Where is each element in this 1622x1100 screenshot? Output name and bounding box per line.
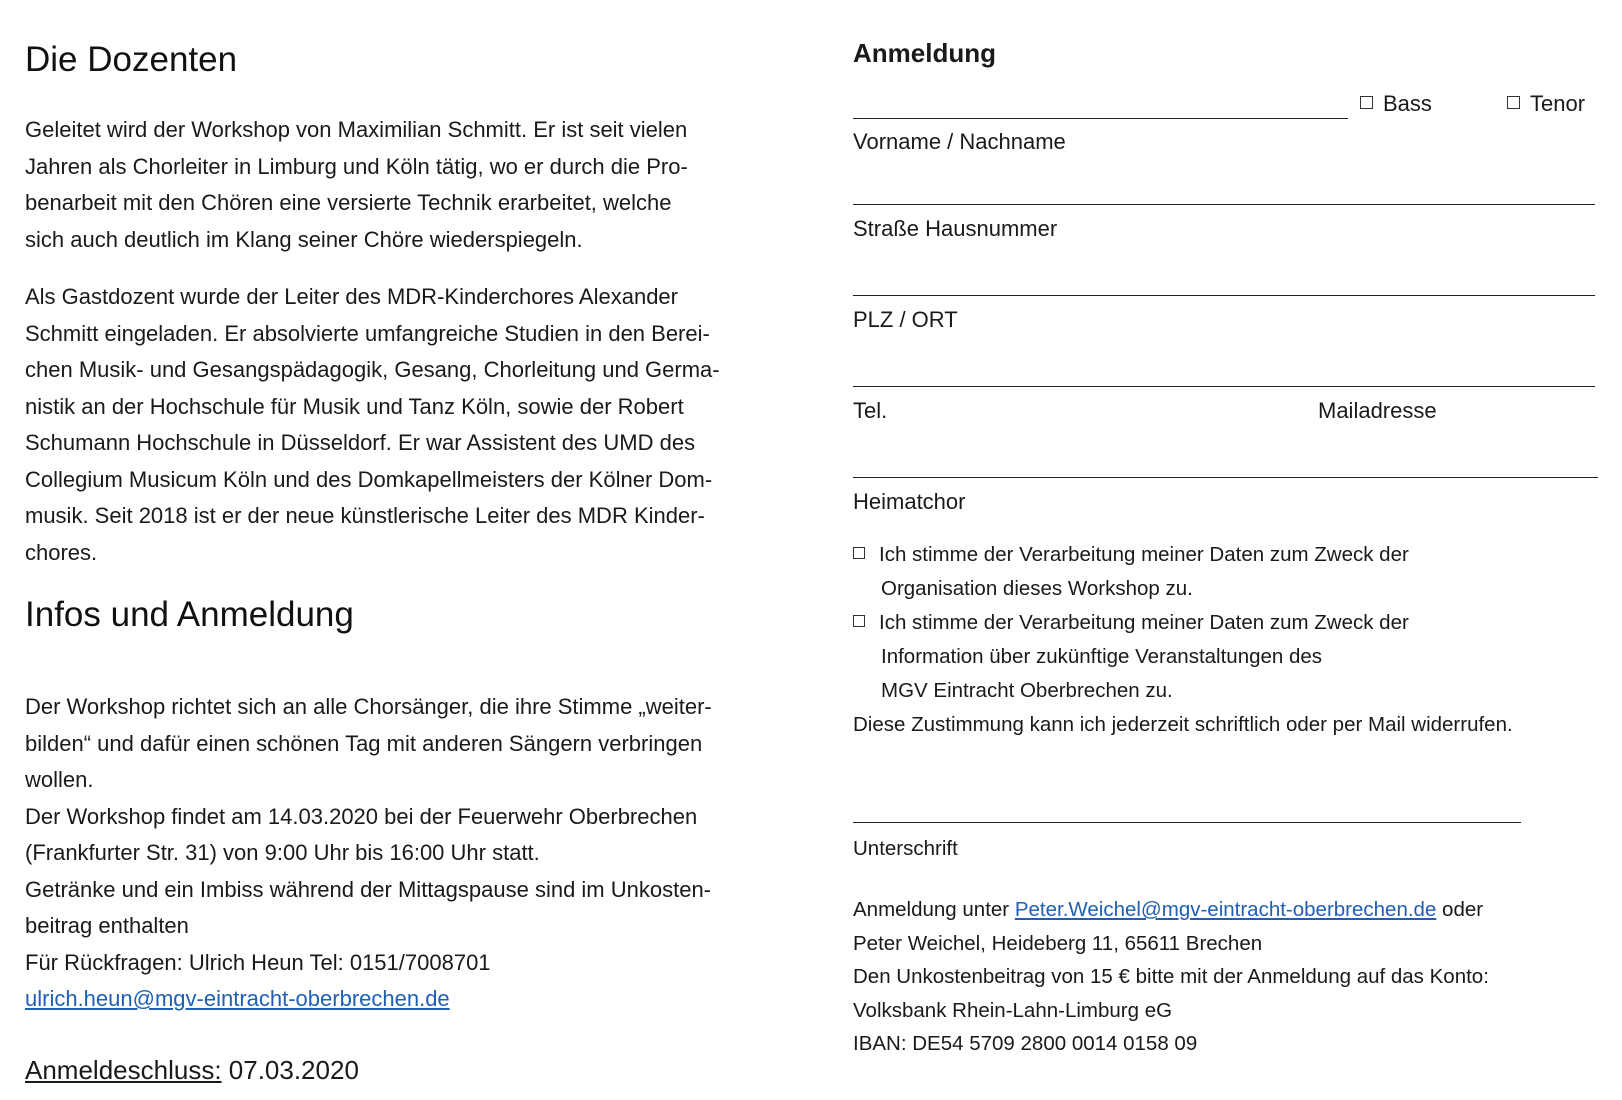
text-line: beitrag enthalten [25, 913, 189, 938]
heading-infos: Infos und Anmeldung [25, 595, 354, 634]
left-column [25, 38, 765, 1088]
checkbox-icon[interactable] [853, 615, 865, 627]
voice-bass-option[interactable] [1360, 90, 1432, 118]
city-label: PLZ / ORT [853, 307, 958, 332]
checkbox-icon[interactable] [1360, 96, 1373, 109]
text-line: chen Musik- und Gesangspädagogik, Gesang, Chorleitung und Germa- [25, 357, 720, 382]
contact-email-link[interactable]: ulrich.heun@mgv-eintracht-oberbrechen.de [25, 986, 450, 1011]
voice-tenor-label: Tenor [1530, 91, 1586, 116]
mail-label: Mailadresse [1318, 398, 1437, 423]
consent-2-text: MGV Eintracht Oberbrechen zu. [881, 679, 1173, 702]
dozent-paragraph-1 [25, 112, 765, 258]
text-line: Der Workshop richtet sich an alle Chorsänger, die ihre Stimme „weiter- [25, 694, 712, 719]
name-field[interactable] [853, 88, 1348, 119]
text-line: Getränke und ein Imbiss während der Mittagspause sind im Unkosten- [25, 876, 712, 902]
checkbox-icon[interactable] [853, 547, 865, 559]
revoke-note: Diese Zustimmung kann ich jederzeit schriftlich oder per Mail widerrufen. [853, 713, 1513, 736]
footer-fee: Den Unkostenbeitrag von 15 € bitte mit der Anmeldung auf das Konto: [853, 965, 1489, 988]
name-label: Vorname / Nachname [853, 129, 1066, 154]
text-line: Schmitt eingeladen. Er absolvierte umfangreiche Studien in den Berei- [25, 320, 710, 346]
deadline [25, 1052, 765, 1088]
consent-1 [853, 538, 1598, 606]
choir-field[interactable] [853, 425, 1598, 478]
registration-form [853, 38, 1598, 1061]
text-line: benarbeit mit den Chören eine versierte Technik erarbeitet, welche [25, 190, 672, 215]
text-line: bilden“ und dafür einen schönen Tag mit anderen Sängern verbringen [25, 730, 703, 756]
text-line: (Frankfurter Str. 31) von 9:00 Uhr bis 16:00 Uhr statt. [25, 840, 540, 865]
name-row [853, 88, 1598, 120]
street-label: Straße Hausnummer [853, 216, 1058, 241]
dozent-paragraph-2 [25, 279, 765, 571]
text-line: Collegium Musicum Köln und des Domkapellmeisters der Kölner Dom- [25, 466, 713, 492]
consent-1-text: Ich stimme der Verarbeitung meiner Daten zum Zweck der [879, 543, 1409, 566]
phone-mail-labels [853, 397, 1598, 425]
tel-label: Tel. [853, 398, 888, 423]
consent-2 [853, 606, 1598, 708]
text-line: chores. [25, 539, 98, 565]
text-line: Als Gastdozent wurde der Leiter des MDR-Kinderchores Alexander [25, 284, 678, 309]
text-line: Der Workshop findet am 14.03.2020 bei der Feuerwehr Oberbrechen [25, 803, 698, 829]
voice-bass-label: Bass [1383, 91, 1432, 116]
text-line: Schumann Hochschule in Düsseldorf. Er war Assistent des UMD des [25, 430, 696, 455]
text-line: Für Rückfragen: Ulrich Heun Tel: 0151/7008701 [25, 949, 491, 975]
footer-address: Peter Weichel, Heideberg 11, 65611 Brechen [853, 931, 1263, 955]
registration-footer [853, 893, 1598, 1061]
text-line: musik. Seit 2018 ist er der neue künstlerische Leiter des MDR Kinder- [25, 503, 705, 528]
text-line: wollen. [25, 767, 94, 792]
street-field[interactable] [853, 156, 1595, 205]
deadline-date: 07.03.2020 [221, 1054, 359, 1085]
info-paragraph [25, 689, 765, 1018]
footer-iban: IBAN: DE54 5709 2800 0014 0158 09 [853, 1032, 1198, 1055]
footer-prefix: Anmeldung unter [853, 898, 1015, 921]
voice-tenor-option[interactable] [1507, 90, 1585, 118]
heading-dozenten: Die Dozenten [25, 40, 238, 79]
choir-label: Heimatchor [853, 489, 966, 514]
registration-title: Anmeldung [853, 38, 996, 68]
registration-email-link[interactable]: Peter.Weichel@mgv-eintracht-oberbrechen.de [1014, 898, 1437, 921]
deadline-label: Anmeldeschluss: [25, 1054, 222, 1085]
checkbox-icon[interactable] [1507, 96, 1520, 109]
signature-field[interactable] [853, 822, 1521, 823]
footer-suffix: oder [1436, 898, 1484, 921]
footer-bank: Volksbank Rhein-Lahn-Limburg eG [853, 998, 1173, 1022]
text-line: Jahren als Chorleiter in Limburg und Köln tätig, wo er durch die Pro- [25, 153, 688, 179]
signature-label: Unterschrift [853, 837, 958, 860]
consent-2-text: Ich stimme der Verarbeitung meiner Daten zum Zweck der [879, 611, 1409, 634]
city-field[interactable] [853, 243, 1595, 296]
phone-mail-field[interactable] [853, 334, 1595, 387]
text-line: nistik an der Hochschule für Musik und Tanz Köln, sowie der Robert [25, 393, 684, 419]
consent-2-text: Information über zukünftige Veranstaltungen des [881, 645, 1323, 668]
text-line: sich auch deutlich im Klang seiner Chöre wiederspiegeln. [25, 226, 583, 252]
consent-1-text: Organisation dieses Workshop zu. [881, 577, 1193, 600]
text-line: Geleitet wird der Workshop von Maximilian Schmitt. Er ist seit vielen [25, 117, 688, 142]
